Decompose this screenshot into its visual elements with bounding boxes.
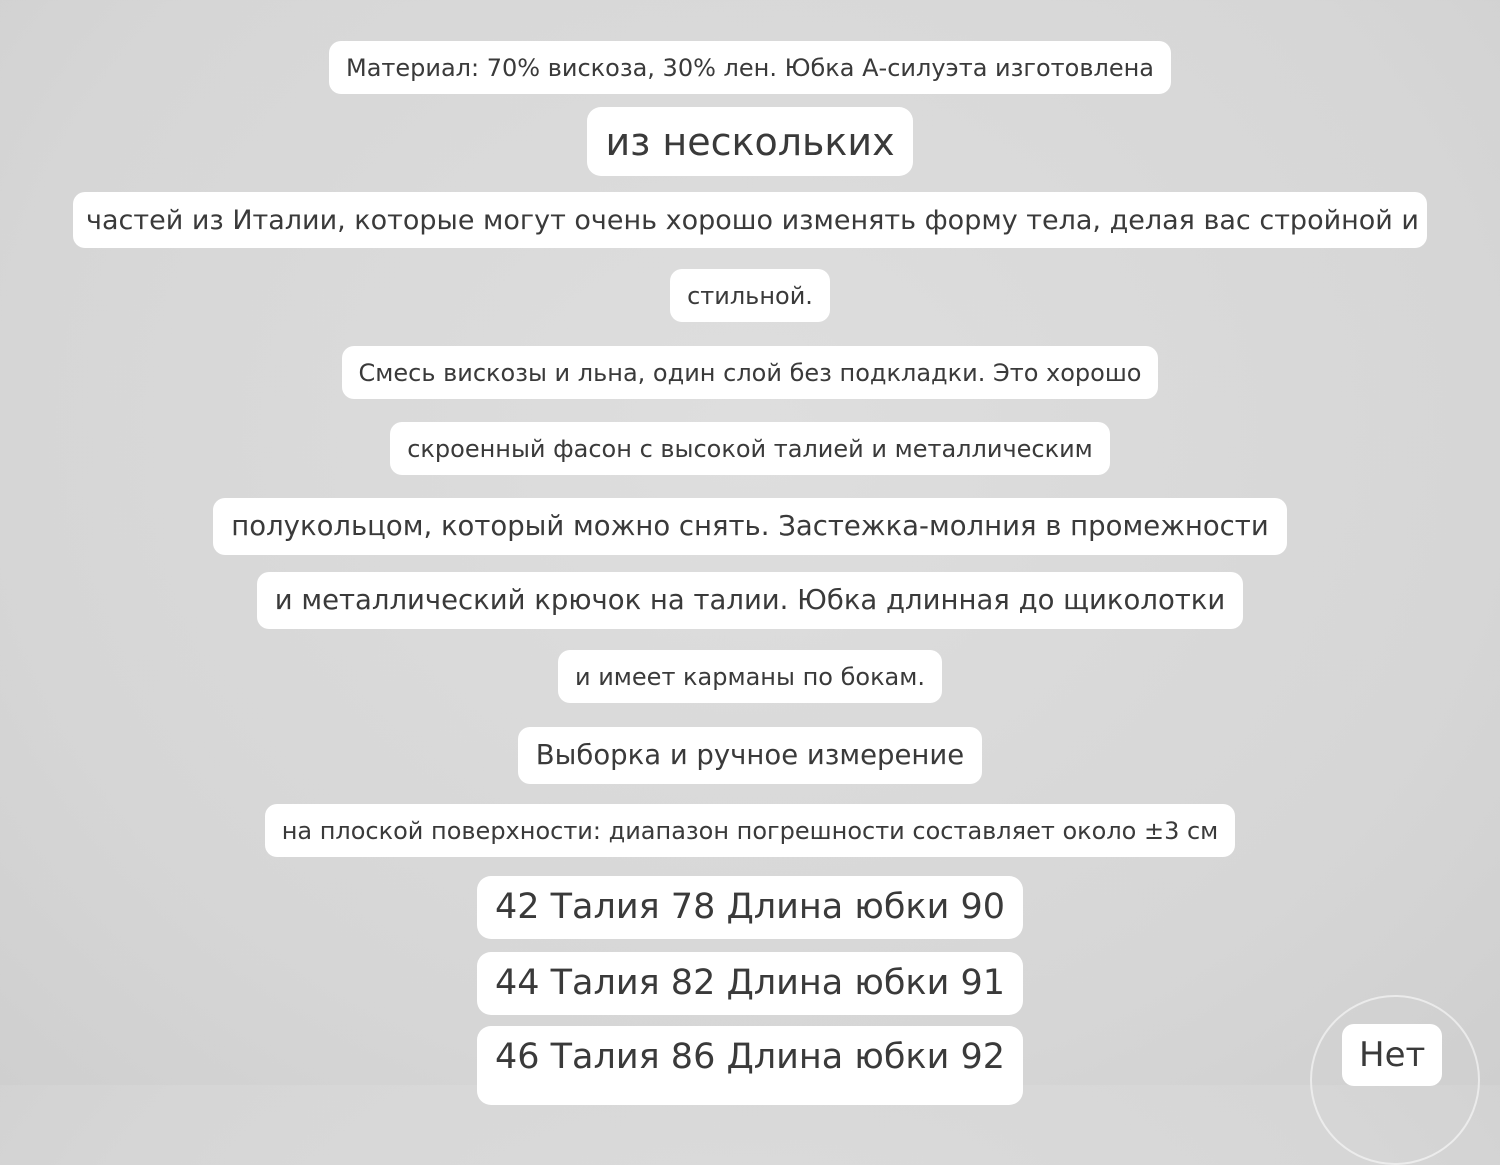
caption-line-1: [0, 41, 1500, 94]
caption-text: полукольцом, который можно снять. Застежка-молния в промежности: [213, 498, 1286, 555]
caption-line-11: [0, 804, 1500, 857]
caption-text: и имеет карманы по бокам.: [558, 650, 942, 703]
caption-text: частей из Италии, которые могут очень хорошо изменять форму тела, делая вас стройной и: [73, 192, 1427, 248]
caption-line-3: [0, 192, 1500, 248]
caption-line-5: [0, 346, 1500, 399]
size-text: 46 Талия 86 Длина юбки 92: [477, 1026, 1023, 1105]
size-line-42: [0, 876, 1500, 939]
caption-line-2: [0, 107, 1500, 176]
caption-text: на плоской поверхности: диапазон погрешности составляет около ±3 см: [265, 804, 1236, 857]
caption-text: Выборка и ручное измерение: [518, 727, 982, 784]
size-line-44: [0, 952, 1500, 1015]
caption-line-8: [0, 572, 1500, 629]
caption-line-10: [0, 727, 1500, 784]
caption-text: стильной.: [670, 269, 830, 322]
caption-text: и металлический крючок на талии. Юбка длинная до щиколотки: [257, 572, 1244, 629]
caption-text: скроенный фасон с высокой талией и металлическим: [390, 422, 1110, 475]
caption-line-4: [0, 269, 1500, 322]
size-line-46: [0, 1026, 1500, 1105]
caption-line-7: [0, 498, 1500, 555]
caption-line-9: [0, 650, 1500, 703]
caption-text: из нескольких: [587, 107, 912, 176]
caption-line-6: [0, 422, 1500, 475]
caption-text: Материал: 70% вискоза, 30% лен. Юбка А-силуэта изготовлена: [329, 41, 1171, 94]
size-text: 42 Талия 78 Длина юбки 90: [477, 876, 1023, 939]
caption-text: Смесь вискозы и льна, один слой без подкладки. Это хорошо: [342, 346, 1159, 399]
no-button[interactable]: Нет: [1342, 1024, 1442, 1086]
size-text: 44 Талия 82 Длина юбки 91: [477, 952, 1023, 1015]
